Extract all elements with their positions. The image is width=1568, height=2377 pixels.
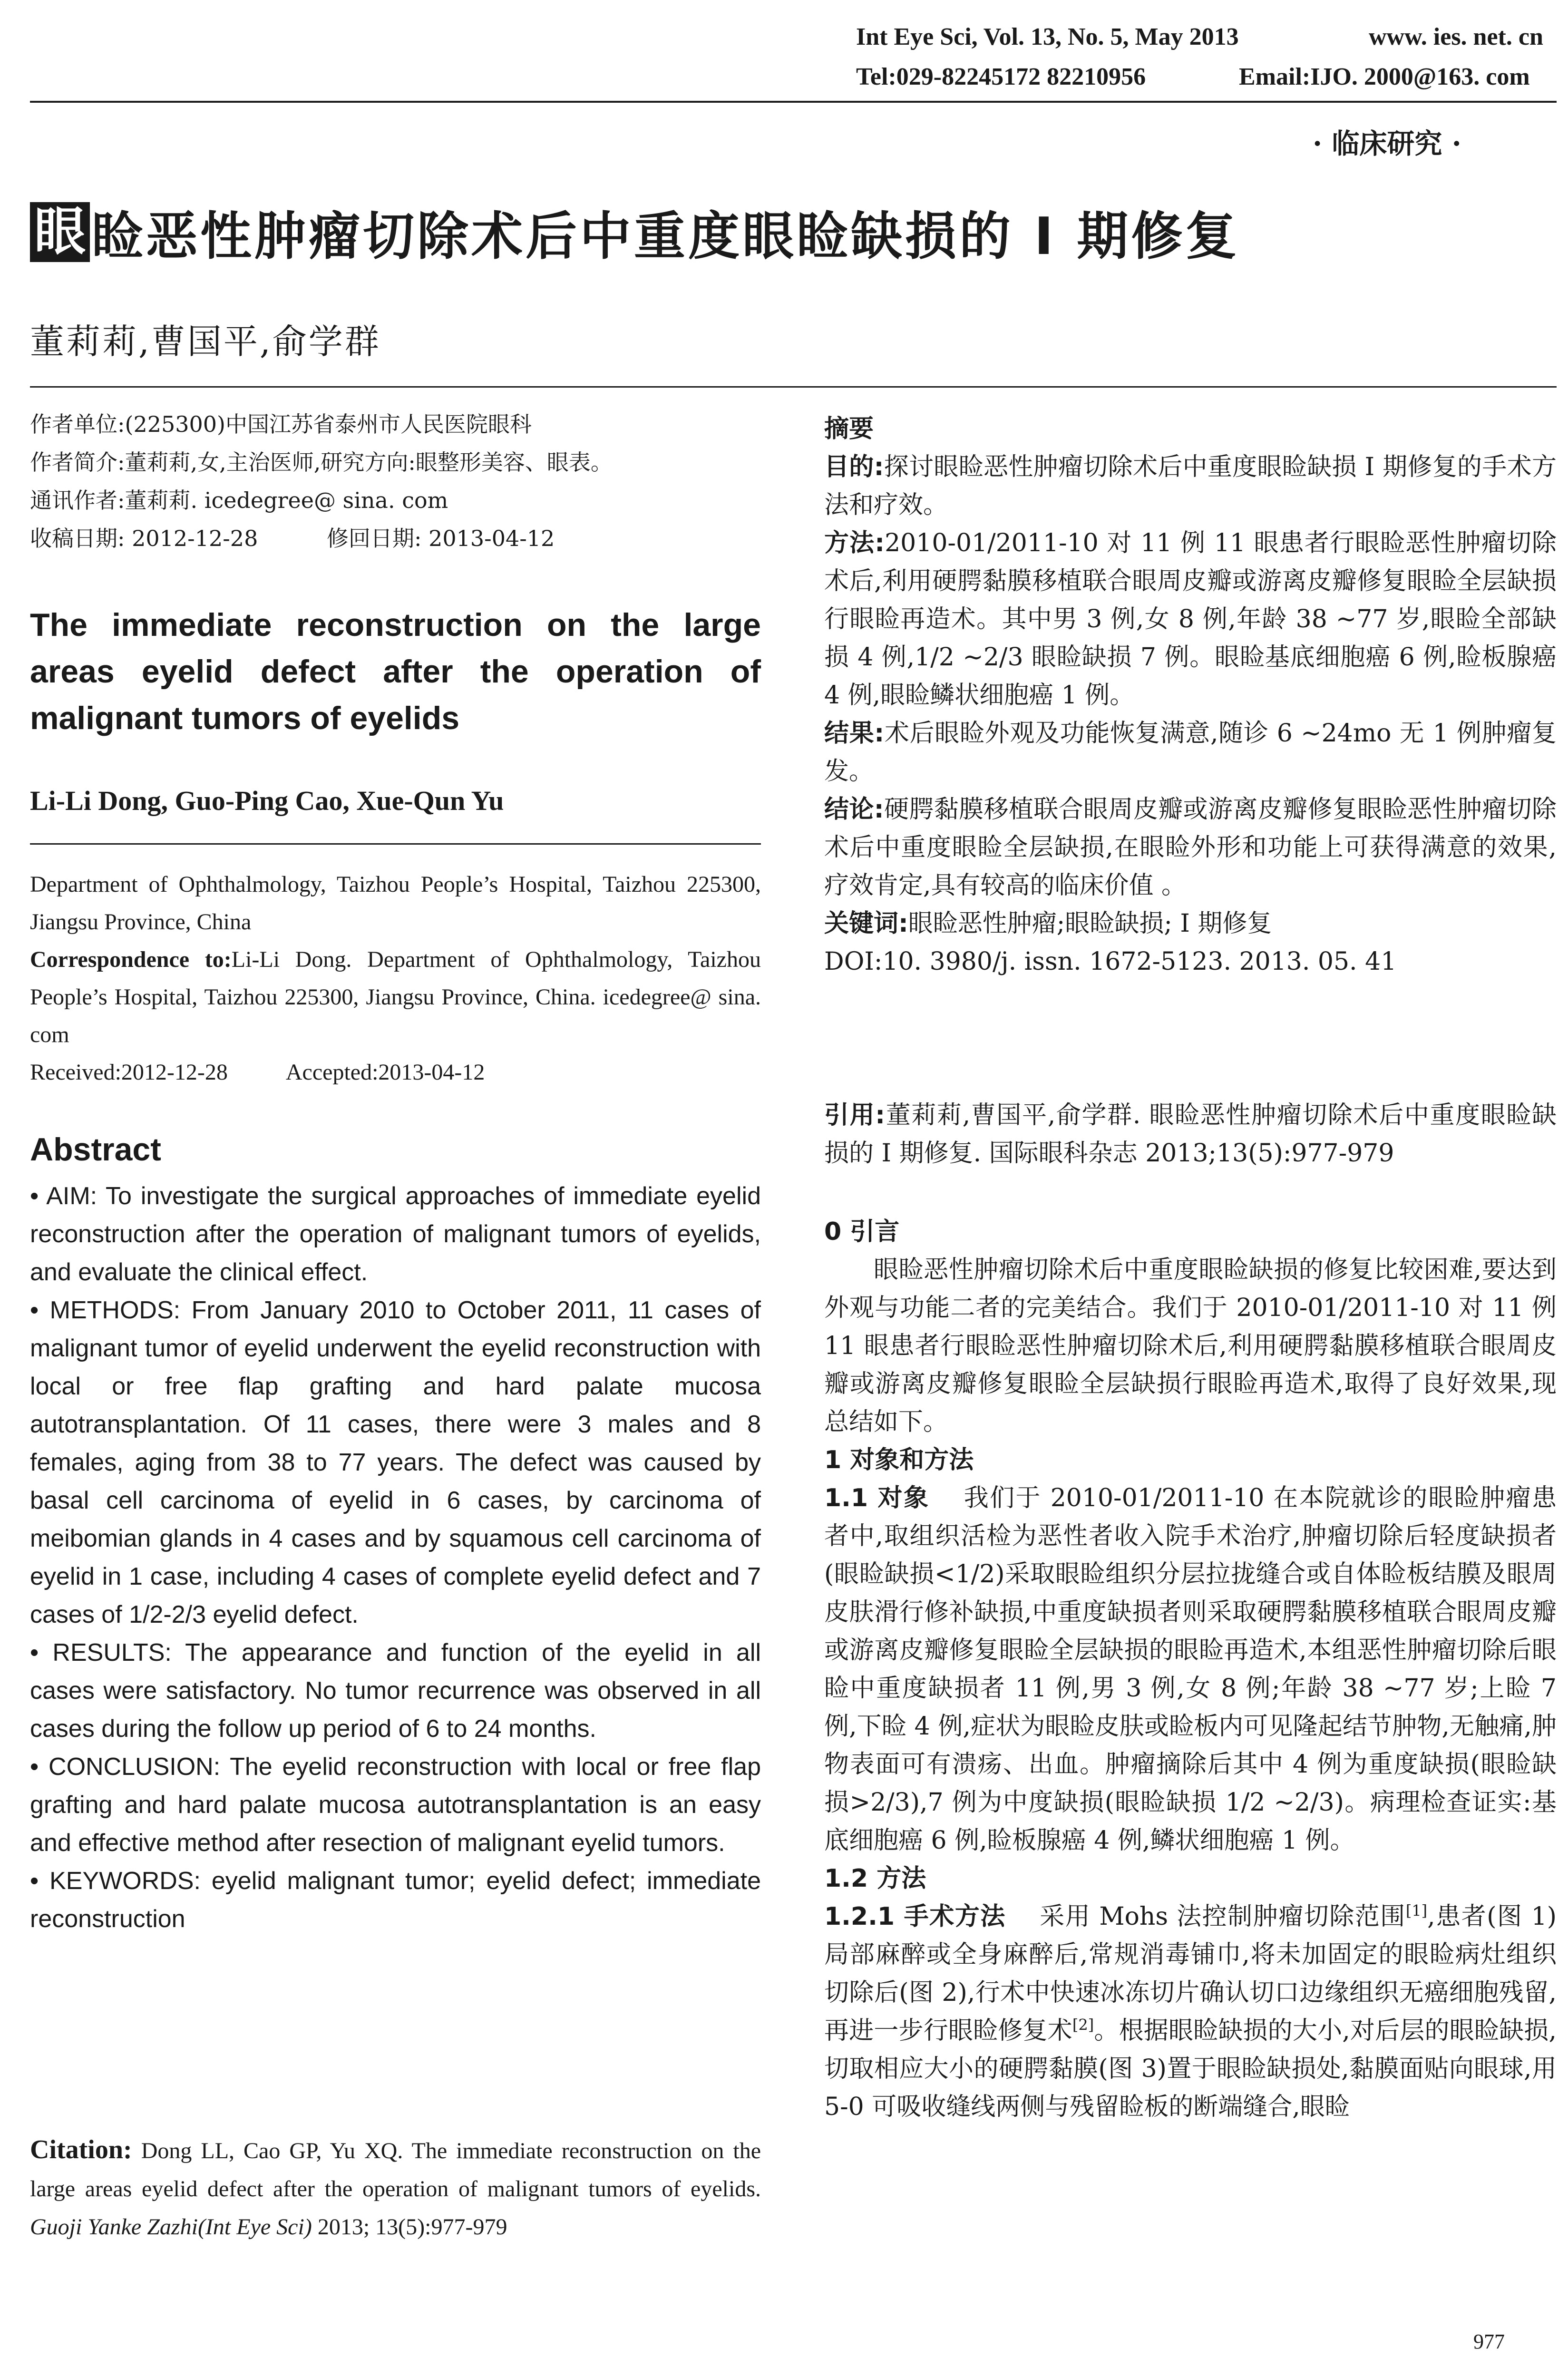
citation-en — [30, 2131, 761, 2246]
corresponding-author: 通讯作者:董莉莉. icedegree@ sina. com — [30, 487, 448, 513]
section-1-2-1 — [824, 1898, 1557, 2126]
abstract-keywords-en: • KEYWORDS: eyelid malignant tumor; eyelid defect; immediate reconstruction — [30, 1867, 761, 1933]
methods-label-cn: 方法: — [824, 529, 885, 557]
section-1-2-1-text-a: 采用 Mohs 法控制肿瘤切除范围 — [1039, 1902, 1406, 1931]
abstract-methods-en: • METHODS: From January 2010 to October 2011, 11 cases of malignant tumor of eyelid underwent the eyelid reconstruction with local or free flap grafting and hard palate mucosa autotransplantation. Of 11 cases, there were 3 males and 8 females, aging from 38 to 77 years. The defect was caused by basal cell carcinoma of eyelid in 6 cases, by carcinoma of meibomian glands in 4 cases and by squamous cell carcinoma of eyelid in 1 case, including 4 cases of complete eyelid defect and 7 cases of 1/2-2/3 eyelid defect. — [30, 1296, 761, 1628]
keywords-text-cn: 眼睑恶性肿瘤;眼睑缺损; I 期修复 — [908, 909, 1272, 938]
keywords-label-cn: 关键词: — [824, 909, 908, 938]
aim-label-cn: 目的: — [824, 453, 884, 481]
section-1-1-text: 我们于 2010-01/2011-10 在本院就诊的眼睑肿瘤患者中,取组织活检为恶性者收入院手术治疗,肿瘤切除后轻度缺损者(眼睑缺损<1/2)采取眼睑组织分层拉拢缝合或自体睑板结膜及眼周皮肤滑行修补缺损,中重度缺损者则采取硬腭黏膜移植联合眼周皮瓣或游离皮瓣修复眼睑全层缺损的眼睑再造术,本组恶性肿瘤切除后眼睑中重度缺损者 11 例,男 3 例,女 8 例;年龄 38 ~77 岁;上睑 7 例,下睑 4 例,症状为眼睑皮肤或睑板内可见隆起结节肿物,无触痛,肿物表面可有溃疡、出血。肿瘤摘除后其中 4 例为重度缺损(眼睑缺损>2/3),7 例为中度缺损(眼睑缺损 1/2 ~2/3)。病理检查证实:基底细胞癌 6 例,睑板腺癌 4 例,鳞状细胞癌 1 例。 — [824, 1484, 1557, 1855]
revised-date-cn: 修回日期: 2013-04-12 — [326, 526, 555, 551]
aim-text-cn: 探讨眼睑恶性肿瘤切除术后中重度眼睑缺损 I 期修复的手术方法和疗效。 — [824, 453, 1557, 519]
author-intro: 作者简介:董莉莉,女,主治医师,研究方向:眼整形美容、眼表。 — [30, 449, 613, 475]
running-header-website[interactable]: www. ies. net. cn — [1369, 23, 1543, 50]
section-1-2-1-label: 1.2.1 手术方法 — [824, 1902, 1006, 1931]
citation-label-cn: 引用: — [824, 1101, 886, 1130]
conclusion-label-cn: 结论: — [824, 795, 884, 824]
citation-text-en: Dong LL, Cao GP, Yu XQ. The immediate reconstruction on the large areas eyelid defect after the operation of malignant tumors of eyelids. — [30, 2138, 761, 2202]
abstract-methods-cn — [824, 524, 1557, 714]
title-first-char: 眼 — [30, 202, 90, 262]
reference-1[interactable]: [1] — [1405, 1901, 1428, 1920]
english-authors: Li-Li Dong, Guo-Ping Cao, Xue-Qun Yu — [30, 785, 504, 816]
dates-cn — [30, 519, 761, 557]
abstract-keywords-cn — [824, 905, 1557, 943]
article-title — [30, 195, 1239, 269]
author-rule — [30, 843, 761, 845]
english-title: The immediate reconstruction on the large areas eyelid defect after the operation of malignant tumors of eyelids — [30, 607, 761, 736]
header-rule — [30, 101, 1557, 103]
section-label: · 临床研究 · — [1313, 127, 1461, 160]
title-rule — [30, 386, 1557, 388]
section-1-2-1-text-b: ,患者(图 1)局部麻醉或全身麻醉后,常规消毒铺巾,将未加固定的眼睑病灶组织切除后(图 2),行术中快速冰冻切片确认切口边缘组织无癌细胞残留,再进一步行眼睑修复术 — [824, 1902, 1557, 2045]
correspondence-label: Correspondence to: — [30, 947, 232, 972]
author-unit: 作者单位:(225300)中国江苏省泰州市人民医院眼科 — [30, 411, 532, 437]
title-rest: 睑恶性肿瘤切除术后中重度眼睑缺损的 I 期修复 — [92, 207, 1240, 266]
results-label-cn: 结果: — [824, 719, 885, 748]
received-date-en: Received:2012-12-28 — [30, 1060, 228, 1085]
authors-cn: 董莉莉,曹国平,俞学群 — [30, 321, 381, 361]
correspondence-en — [30, 941, 761, 1053]
section-1-2-1-text-c: 。根据眼睑缺损的大小,对后层的眼睑缺损,切取相应大小的硬腭黏膜(图 3)置于眼睑缺损处,黏膜面贴向眼球,用 5-0 可吸收缝线两侧与残留睑板的断端缝合,眼睑 — [824, 2017, 1557, 2121]
abstract-cn — [824, 410, 1557, 981]
section-0-title: 0 引言 — [824, 1218, 900, 1246]
abstract-aim-cn — [824, 448, 1557, 524]
citation-label-en: Citation: — [30, 2135, 132, 2164]
section-1-1-label: 1.1 对象 — [824, 1484, 930, 1512]
author-info-cn — [30, 405, 761, 557]
body-text-cn — [824, 1213, 1557, 2126]
english-affiliation — [30, 866, 761, 1091]
dates-en — [30, 1053, 761, 1091]
section-0-text: 眼睑恶性肿瘤切除术后中重度眼睑缺损的修复比较困难,要达到外观与功能二者的完美结合。我们于 2010-01/2011-10 对 11 例 11 眼患者行眼睑恶性肿瘤切除术后,利用硬腭黏膜移植联合眼周皮瓣或游离皮瓣修复眼睑全层缺损行眼睑再造术,取得了良好效果,现总结如下。 — [824, 1256, 1557, 1436]
correspondence-text: Li-Li Dong. Department of Ophthalmology, Taizhou People’s Hospital, Taizhou 225300, Jiangsu Province, China. icedegree@ sina. com — [30, 947, 761, 1047]
abstract-aim-en: • AIM: To investigate the surgical approaches of immediate eyelid reconstruction after the operation of malignant tumors of eyelids, and evaluate the clinical effect. — [30, 1182, 761, 1286]
running-header-email[interactable]: Email:IJO. 2000@163. com — [1239, 63, 1530, 90]
reference-2[interactable]: [2] — [1072, 2016, 1094, 2034]
page-number: 977 — [1473, 2330, 1505, 2353]
methods-text-cn: 2010-01/2011-10 对 11 例 11 眼患者行眼睑恶性肿瘤切除术后,利用硬腭黏膜移植联合眼周皮瓣或游离皮瓣修复眼睑全层缺损行眼睑再造术。其中男 3 例,女 8 例,年龄 38 ~77 岁,眼睑全部缺损 4 例,1/2 ~2/3 眼睑缺损 7 例。眼睑基底细胞癌 6 例,睑板腺癌 4 例,眼睑鳞状细胞癌 1 例。 — [824, 529, 1557, 710]
affiliation-text: Department of Ophthalmology, Taizhou People’s Hospital, Taizhou 225300, Jiangsu Province, China — [30, 872, 761, 935]
abstract-heading-en: Abstract — [30, 1131, 161, 1168]
abstract-conclusion-en: • CONCLUSION: The eyelid reconstruction with local or free flap grafting and hard palate mucosa autotransplantation is an easy and effective method after resection of malignant eyelid tumors. — [30, 1753, 761, 1857]
citation-year-en: 2013; 13(5):977-979 — [317, 2214, 507, 2240]
citation-cn — [824, 1096, 1557, 1172]
abstract-heading-cn: 摘要 — [824, 415, 874, 443]
section-1-1 — [824, 1479, 1557, 1860]
abstract-conclusion-cn — [824, 790, 1557, 905]
section-1-2-title: 1.2 方法 — [824, 1864, 926, 1893]
doi[interactable]: DOI:10. 3980/j. issn. 1672-5123. 2013. 05. 41 — [824, 947, 1397, 976]
results-text-cn: 术后眼睑外观及功能恢复满意,随诊 6 ~24mo 无 1 例肿瘤复发。 — [824, 719, 1557, 786]
abstract-results-en: • RESULTS: The appearance and function of the eyelid in all cases were satisfactory. No tumor recurrence was observed in all cases during the follow up period of 6 to 24 months. — [30, 1639, 761, 1743]
citation-journal-en: Guoji Yanke Zazhi(Int Eye Sci) — [30, 2214, 312, 2240]
abstract-en — [30, 1177, 761, 1938]
section-1-title: 1 对象和方法 — [824, 1446, 974, 1474]
received-date-cn: 收稿日期: 2012-12-28 — [30, 526, 258, 551]
citation-text-cn: 董莉莉,曹国平,俞学群. 眼睑恶性肿瘤切除术后中重度眼睑缺损的 I 期修复. 国际眼科杂志 2013;13(5):977-979 — [824, 1101, 1557, 1168]
conclusion-text-cn: 硬腭黏膜移植联合眼周皮瓣或游离皮瓣修复眼睑恶性肿瘤切除术后中重度眼睑全层缺损,在眼睑外形和功能上可获得满意的效果,疗效肯定,具有较高的临床价值 。 — [824, 795, 1557, 900]
running-header-tel: Tel:029-82245172 82210956 — [856, 63, 1146, 90]
abstract-results-cn — [824, 714, 1557, 790]
running-header-journal: Int Eye Sci, Vol. 13, No. 5, May 2013 — [856, 23, 1239, 50]
accepted-date-en: Accepted:2013-04-12 — [285, 1060, 485, 1085]
